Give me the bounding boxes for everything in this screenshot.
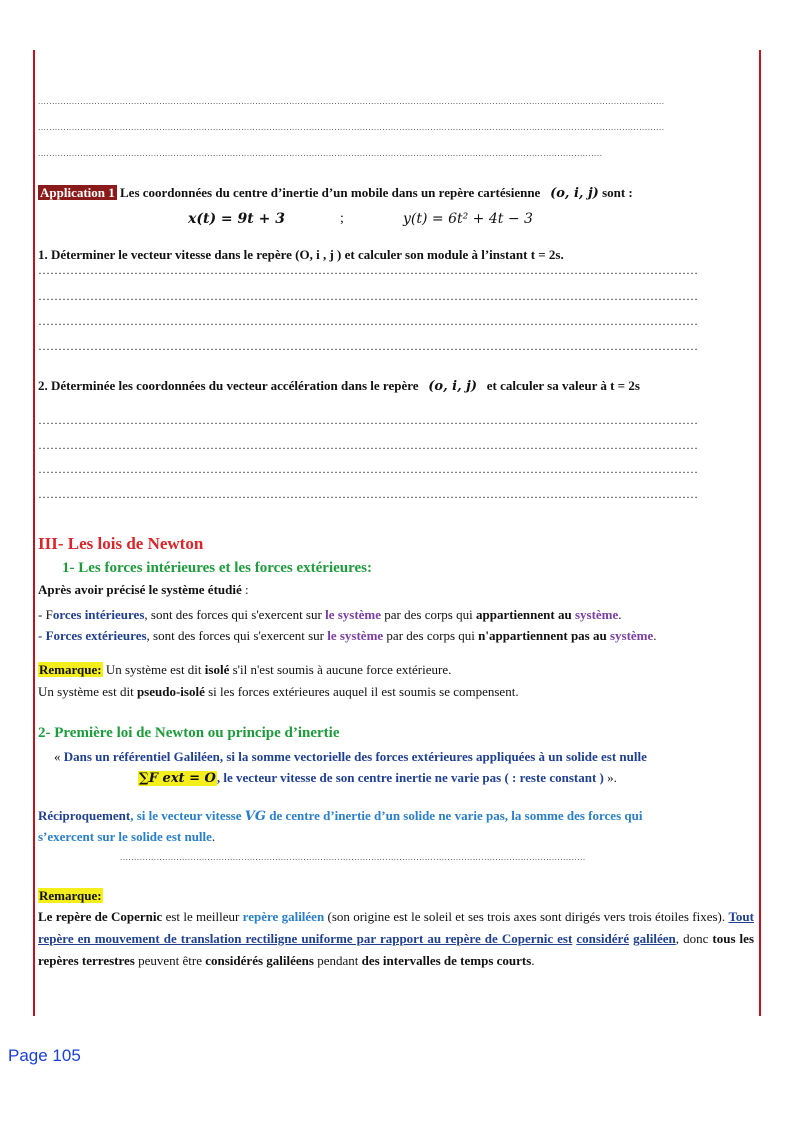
remark-label-2: Remarque: <box>39 888 102 903</box>
answer-line: ………………………………………………………………………………………………………………………………………………… <box>38 462 698 476</box>
equation-x: x(t) = 9t + 3 <box>188 211 285 227</box>
remark-label: Remarque: <box>39 662 102 677</box>
answer-line: ………………………………………………………………………………………………………………………………………………… <box>38 263 698 277</box>
right-border-line <box>759 50 761 1016</box>
copernic-paragraph: Le repère de Copernic est le meilleur repère galiléen (son origine est le soleil et ses trois axes sont dirigés vers trois étoiles fixes). Tout repère en mouvement de translation rectiligne uniforme par rapport au repère de Copernic est considéré galiléen, donc tous les repères terrestres peuvent être considérés galiléens pendant des intervalles de temps courts. <box>38 909 755 968</box>
internal-forces-definition: - Forces intérieures, sont des forces qui s'exercent sur le système par des corps qui appartiennent au système. <box>38 607 622 622</box>
subsection-title: 2- Première loi de Newton ou principe d’inertie <box>38 725 340 741</box>
reciprocal-line2: s’exercent sur le solide est nulle. <box>38 829 216 844</box>
application-intro: Application 1 Les coordonnées du centre d’inertie d’un mobile dans un repère cartésienne (o, i, j) sont : <box>40 185 633 201</box>
remark-pseudo-isolated: Un système est dit pseudo-isolé si les forces extérieures auquel il est soumis se compensent. <box>38 684 519 699</box>
reciprocal-line1: Réciproquement, si le vecteur vitesse VG de centre d’inertie d’un solide ne varie pas, la somme des forces qui <box>38 808 643 824</box>
question-2: 2. Déterminée les coordonnées du vecteur accélération dans le repère (o, i, j) et calculer sa valeur à t = 2s <box>38 378 640 394</box>
equation-y: y(t) = 6t² + 4t − 3 <box>403 211 533 227</box>
dotted-line: ..................................................................................................................................................................... <box>120 853 586 862</box>
answer-line: ………………………………………………………………………………………………………………………………………………… <box>38 314 698 328</box>
newton-law-line1: « Dans un référentiel Galiléen, si la somme vectorielle des forces extérieures appliquées à un solide est nulle <box>54 749 647 764</box>
answer-line: ………………………………………………………………………………………………………………………………………………… <box>38 413 698 427</box>
application-badge: Application 1 <box>40 185 115 200</box>
equation-separator: ; <box>340 211 344 226</box>
dotted-line: .............................................................................................................................................................................................................................. <box>38 123 665 132</box>
answer-line: ………………………………………………………………………………………………………………………………………………… <box>38 487 698 501</box>
external-forces-definition: - Forces extérieures, sont des forces qui s'exercent sur le système par des corps qui n'appartiennent pas au système. <box>38 628 657 643</box>
subsection-title: 1- Les forces intérieures et les forces extérieures: <box>62 560 373 576</box>
section-title: III- Les lois de Newton <box>38 534 204 553</box>
question-1: 1. Déterminer le vecteur vitesse dans le repère (O, i , j ) et calculer son module à l’instant t = 2s. <box>38 247 564 262</box>
answer-line: ………………………………………………………………………………………………………………………………………………… <box>38 289 698 303</box>
intro-line: Après avoir précisé le système étudié : <box>38 582 249 597</box>
left-border-line <box>33 50 35 1016</box>
dotted-line: ........................................................................................................................................................................................................ <box>38 149 603 158</box>
dotted-line: .............................................................................................................................................................................................................................. <box>38 97 665 106</box>
newton-law-line2: ∑F ext = O, le vecteur vitesse de son centre inertie ne varie pas ( : reste constant ) ». <box>139 770 617 786</box>
remark-isolated: Remarque: Un système est dit isolé s'il n'est soumis à aucune force extérieure. <box>39 662 452 677</box>
answer-line: ………………………………………………………………………………………………………………………………………………… <box>38 438 698 452</box>
frame-symbol: (o, i, j) <box>428 379 477 394</box>
velocity-vector-symbol: VG <box>244 809 266 824</box>
sum-forces-formula: ∑F ext = O <box>139 771 216 786</box>
frame-symbol: (o, i, j) <box>550 186 599 201</box>
page-number: Page 105 <box>8 1046 81 1065</box>
answer-line: ………………………………………………………………………………………………………………………………………………… <box>38 339 698 353</box>
